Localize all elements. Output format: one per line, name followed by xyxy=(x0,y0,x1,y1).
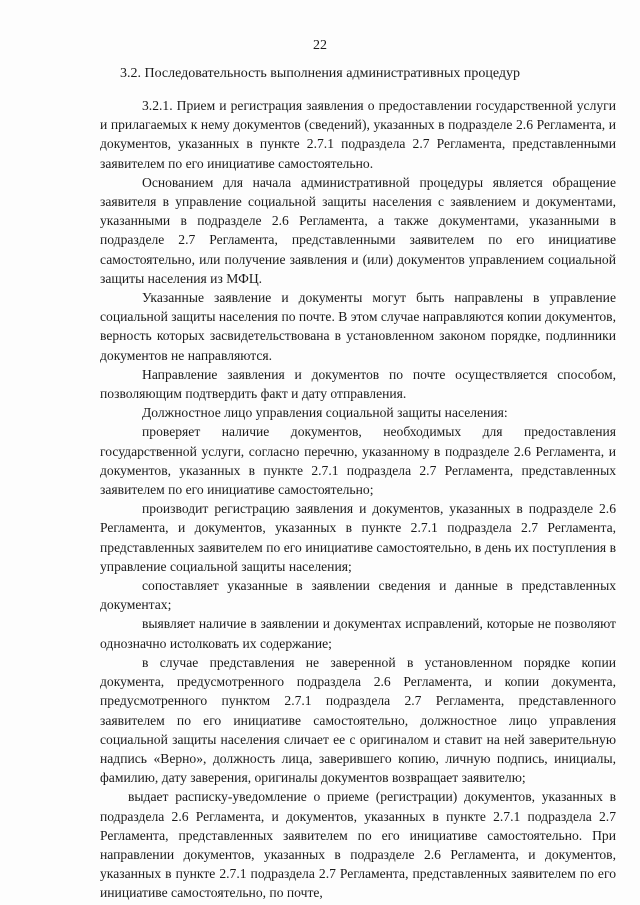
page-number: 22 xyxy=(313,38,327,53)
paragraph-basis: Основанием для начала административной процедуры является обращение заявителя в управление социальной защиты населения с заявлением и документами, указанными в подразделе 2.6 Регламента, а также документами, указанными в подразделе 2.7 Регламента, представленными заявителем по его инициативе самостоятельно, или получение заявления и (или) документов управлением социальной защиты населения из МФЦ. xyxy=(100,174,616,286)
paragraph-3-2-1: 3.2.1. Прием и регистрация заявления о предоставлении государственной услуги и прилагаемых к нему документов (сведений), указанных в подразделе 2.6 Регламента, и документов, указанных в пункте 2.7.1 подраздела 2.7 Регламента, представленными заявителем по его инициативе самостоятельно. xyxy=(100,98,616,171)
list-item-compares: сопоставляет указанные в заявлении сведения и данные в представленных документах; xyxy=(100,578,616,613)
list-item-detects: выявляет наличие в заявлении и документах исправлений, которые не позволяют однозначно истолковать их содержание; xyxy=(100,616,616,651)
list-item-receipt: выдает расписку-уведомление о приеме (регистрации) документов, указанных в подраздела 2.6 Регламента, и документов, указанных в пункте 2.7.1 подраздела 2.7 Регламента, представленных заявителем по его инициативе самостоятельно. При направлении документов, указанных в подразделе 2.6 Регламента, и документов, указанных в пункте 2.7.1 подраздела 2.7 Регламента, представленных заявителем по его инициативе самостоятельно, по почте, xyxy=(100,789,616,901)
section-title: 3.2. Последовательность выполнения административных процедур xyxy=(119,66,521,81)
list-item-registers: производит регистрацию заявления и документов, указанных в подразделе 2.6 Регламента, и документов, указанных в пункте 2.7.1 подраздела 2.7 Регламента, представленных заявителем по его инициативе самостоятельно, в день их поступления в управление социальной защиты населения; xyxy=(100,501,616,574)
body-text xyxy=(100,96,616,903)
paragraph-mail-method: Направление заявления и документов по почте осуществляется способом, позволяющим подтвердить факт и дату отправления. xyxy=(100,366,616,402)
list-item-checks: проверяет наличие документов, необходимых для предоставления государственной услуги, согласно перечню, указанному в подразделе 2.6 Регламента, и документов, указанных в пункте 2.7.1 подраздела 2.7 Регламента, представленных заявителем по его инициативе самостоятельно; xyxy=(100,424,616,498)
paragraph-official-intro: Должностное лицо управления социальной защиты населения: xyxy=(142,405,508,421)
list-item-certifies: в случае представления не заверенной в установленном порядке копии документа, предусмотренного подраздела 2.6 Регламента, и копии документа, предусмотренного пунктом 2.7.1 подраздела 2.7 Регламента, представленного заявителем по его инициативе самостоятельно, должностное лицо управления социальной защиты населения сличает ее с оригиналом и ставит на ней заверительную надпись «Верно», должность лица, заверившего копию, личную подпись, инициалы, фамилию, дату заверения, оригиналы документов возвращает заявителю; xyxy=(100,654,616,786)
paragraph-mail: Указанные заявление и документы могут быть направлены в управление социальной защиты населения по почте. В этом случае направляются копии документов, верность которых засвидетельствована в установленном законом порядке, подлинники документов не направляются. xyxy=(100,290,616,363)
